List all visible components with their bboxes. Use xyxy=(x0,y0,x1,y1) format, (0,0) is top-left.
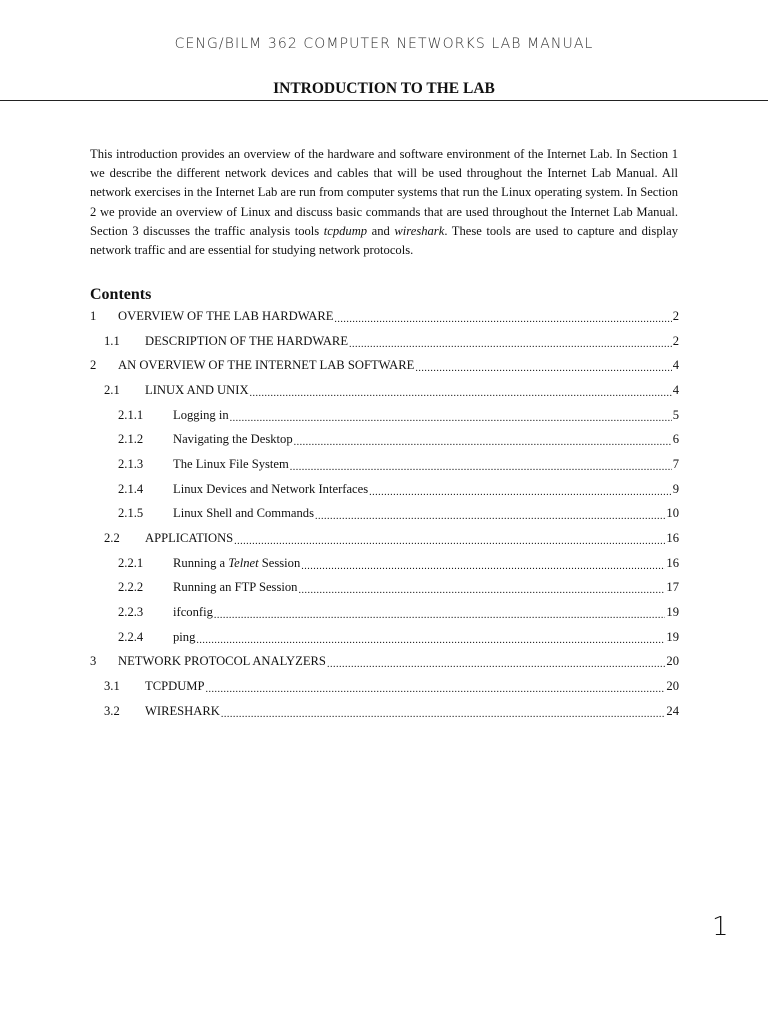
intro-text-part1: This introduction provides an overview of the hardware and software environment of the Internet Lab. In Section 1 we describe the different network devices and cables that will be used throughout the Internet Lab Manual. All network exercises in the Internet Lab are run from computer systems that run the Linux operating system. In Section 2 we provide an overview of Linux and discuss basic commands that are used throughout the Internet Lab Manual. Section 3 discusses the traffic analysis tools xyxy=(90,147,678,238)
toc-entry-number: 2.1.4 xyxy=(118,481,144,496)
toc-entry[interactable] xyxy=(90,576,679,601)
page-number: 1 xyxy=(712,912,729,942)
toc-entry-page: 19 xyxy=(666,605,679,620)
toc-title-suffix: Session xyxy=(258,555,301,570)
toc-dot-leader xyxy=(230,410,672,425)
toc-entry[interactable] xyxy=(90,452,679,477)
toc-entry-page: 16 xyxy=(666,555,679,570)
page-title: INTRODUCTION TO THE LAB xyxy=(273,80,495,97)
toc-dot-leader xyxy=(315,508,665,523)
intro-paragraph xyxy=(90,145,678,260)
toc-entry-number: 1.1 xyxy=(104,333,120,348)
toc-title-italic: Telnet xyxy=(228,555,259,570)
toc-entry-page: 24 xyxy=(666,703,679,718)
toc-entry-number: 3.1 xyxy=(104,679,120,694)
toc-dot-leader xyxy=(327,656,665,671)
toc-dot-leader xyxy=(369,484,672,499)
toc-entry-title: WIRESHARK xyxy=(145,703,220,718)
toc-entry-number: 2.1.5 xyxy=(118,506,144,521)
toc-entry[interactable] xyxy=(90,502,679,527)
toc-entry-number: 2.2.1 xyxy=(118,555,144,570)
intro-text-part2: . These tools are used to capture and display network traffic and are essential for studying network protocols. xyxy=(90,223,679,258)
contents-heading: Contents xyxy=(90,286,152,303)
toc-dot-leader xyxy=(298,582,665,597)
toc-dot-leader xyxy=(290,459,672,474)
toc-entry-title: Linux Devices and Network Interfaces xyxy=(173,481,369,496)
toc-entry-page: 2 xyxy=(672,333,679,348)
toc-entry[interactable] xyxy=(90,477,679,502)
toc-entry-title: TCPDUMP xyxy=(145,679,205,694)
toc-entry-page: 20 xyxy=(666,654,679,669)
intro-tool-tcpdump: tcpdump xyxy=(323,223,368,238)
toc-entry[interactable] xyxy=(90,329,679,354)
toc-entry-number: 2.1.3 xyxy=(118,456,144,471)
toc-entry-title: DESCRIPTION OF THE HARDWARE xyxy=(145,333,349,348)
toc-title-prefix: Running a xyxy=(173,555,229,570)
toc-entry[interactable] xyxy=(90,699,679,724)
toc-entry-number: 3.2 xyxy=(104,703,120,718)
toc-entry[interactable] xyxy=(90,625,679,650)
toc-entry-page: 16 xyxy=(666,531,679,546)
toc-entry-title: AN OVERVIEW OF THE INTERNET LAB SOFTWARE xyxy=(118,358,415,373)
toc-entry-page: 17 xyxy=(666,580,679,595)
toc-dot-leader xyxy=(294,434,672,449)
toc-entry-page: 10 xyxy=(666,506,679,521)
toc-entry[interactable] xyxy=(90,674,679,699)
toc-dot-leader xyxy=(334,311,671,326)
toc-dot-leader xyxy=(221,706,666,721)
toc-entry-page: 4 xyxy=(672,382,679,397)
toc-entry-number: 2.1.1 xyxy=(118,407,144,422)
table-of-contents xyxy=(90,304,679,724)
toc-entry-page: 5 xyxy=(672,407,679,422)
toc-dot-leader xyxy=(196,632,665,647)
toc-entry-number: 2.2.3 xyxy=(118,605,144,620)
toc-dot-leader xyxy=(214,607,666,622)
toc-entry-title: Running an FTP Session xyxy=(173,580,298,595)
intro-tool-wireshark: wireshark xyxy=(394,223,445,238)
toc-entry-page: 7 xyxy=(672,456,679,471)
toc-entry-page: 4 xyxy=(672,358,679,373)
toc-entry-page: 9 xyxy=(672,481,679,496)
toc-entry-number: 3 xyxy=(90,654,97,669)
toc-entry-title: Logging in xyxy=(173,407,229,422)
toc-dot-leader xyxy=(206,681,666,696)
toc-entry[interactable] xyxy=(90,650,679,675)
toc-entry-title: OVERVIEW OF THE LAB HARDWARE xyxy=(118,308,334,323)
toc-entry[interactable] xyxy=(90,304,679,329)
toc-entry-number: 1 xyxy=(90,308,97,323)
toc-entry[interactable] xyxy=(90,427,679,452)
toc-entry-page: 19 xyxy=(666,629,679,644)
toc-entry-page: 6 xyxy=(672,432,679,447)
toc-dot-leader xyxy=(234,533,665,548)
toc-entry-number: 2.2 xyxy=(104,531,120,546)
toc-entry-title: APPLICATIONS xyxy=(145,531,234,546)
toc-entry-title: Linux Shell and Commands xyxy=(173,506,314,521)
toc-dot-leader xyxy=(415,360,671,375)
toc-entry-number: 2.2.4 xyxy=(118,629,144,644)
toc-entry-title: ifconfig xyxy=(173,605,213,620)
toc-entry[interactable] xyxy=(90,378,679,403)
toc-entry[interactable] xyxy=(90,551,679,576)
toc-dot-leader xyxy=(250,385,672,400)
toc-dot-leader xyxy=(349,336,672,351)
title-divider xyxy=(0,100,768,101)
toc-dot-leader xyxy=(301,558,665,573)
toc-entry-title: Navigating the Desktop xyxy=(173,432,293,447)
toc-entry-number: 2.1.2 xyxy=(118,432,144,447)
toc-entry[interactable] xyxy=(90,403,679,428)
toc-entry-title xyxy=(173,556,300,571)
toc-entry-title: The Linux File System xyxy=(173,456,289,471)
toc-entry-number: 2 xyxy=(90,358,97,373)
toc-entry-title: NETWORK PROTOCOL ANALYZERS xyxy=(118,654,326,669)
toc-entry-number: 2.1 xyxy=(104,382,120,397)
toc-entry[interactable] xyxy=(90,526,679,551)
toc-entry-page: 2 xyxy=(672,308,679,323)
toc-entry-number: 2.2.2 xyxy=(118,580,144,595)
toc-entry[interactable] xyxy=(90,353,679,378)
running-header: CENG/BILM 362 COMPUTER NETWORKS LAB MANUAL xyxy=(174,36,594,52)
toc-entry-title: ping xyxy=(173,629,196,644)
toc-entry-page: 20 xyxy=(666,679,679,694)
toc-entry[interactable] xyxy=(90,600,679,625)
intro-text-and: and xyxy=(367,223,395,238)
toc-entry-title: LINUX AND UNIX xyxy=(145,382,249,397)
